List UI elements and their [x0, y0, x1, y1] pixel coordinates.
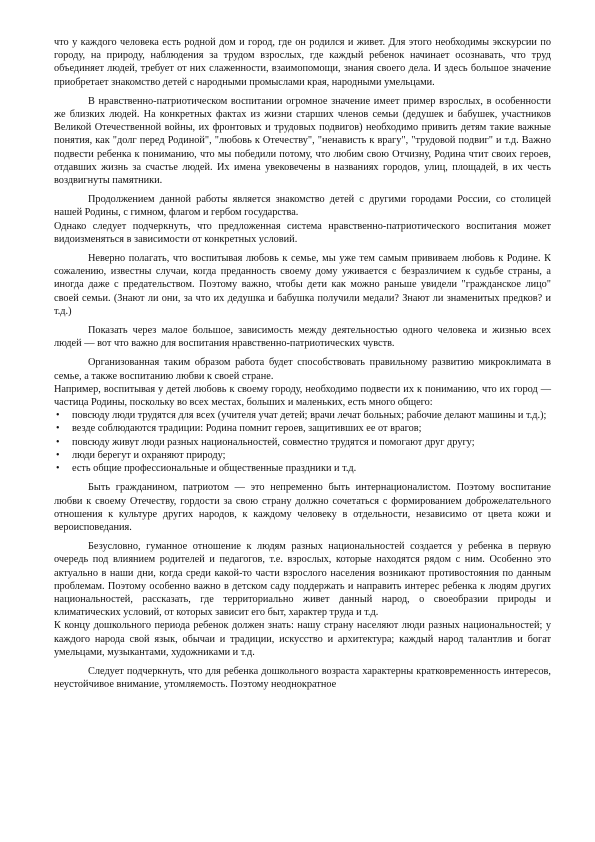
list-item: • есть общие профессиональные и общественные праздники и т.д. [56, 463, 357, 475]
list-item: • повсюду живут люди разных национальностей, совместно трудятся и помогают друг другу; [56, 436, 475, 448]
bullet-icon: • [56, 463, 60, 475]
paragraph-show: Показать через малое большое, зависимость между деятельностью одного человека и жизнью всех людей — вот что важно для воспитания нравственно-патриотических чувств. [54, 325, 551, 350]
list-item: • повсюду люди трудятся для всех (учителя учат детей; врачи лечат больных; рабочие делают машины и т.д.); [56, 410, 547, 422]
list-item: • люди берегут и охраняют природу; [56, 449, 226, 461]
paragraph-preschool-end: К концу дошкольного периода ребенок должен знать: нашу страну населяют люди разных национальностей; у каждого народа свой язык, обычаи и традиции, искусство и архитектура; каждый народ талантлив и богат умельцами, музыкантами, художниками и т.д. [54, 620, 551, 658]
paragraph-organized: Организованная таким образом работа будет способствовать правильному развитию микроклимата в семье, а также воспитанию любви к своей стране. [54, 357, 551, 382]
paragraph-intro-continuation: что у каждого человека есть родной дом и город, где он родился и живет. Для этого необходимы экскурсии по городу, на природу, наблюдения за трудом взрослых, где каждый ребенок начинает осознавать, что труд объединяет людей, требует от них слаженности, взаимопомощи, знания своего дела. И здесь большое значение приобретает знакомство детей с народными промыслами края, народными умельцами. [54, 37, 551, 88]
paragraph-continuation: Продолжением данной работы является знакомство детей с другими городами России, со столицей нашей Родины, с гимном, флагом и гербом государства. [54, 194, 551, 219]
bullet-icon: • [56, 449, 60, 461]
document-page [54, 36, 551, 691]
paragraph-humane: Безусловно, гуманное отношение к людям разных национальностей создается у ребенка в первую очередь под влиянием родителей и педагогов, т.е. взрослых, которые находятся рядом с ним. Особенно это актуально в наши дни, когда среди какой-то части взрослого населения возникают противостояния по данным проблемам. Поэтому особенно важно в детском саду поддержать и направить интерес ребенка к людям других национальностей, рассказать, где территориально живет данный народ, о своеобразии природы и климатических условий, от которых зависит его быт, характер труда и т.д. [54, 541, 551, 619]
paragraph-citizen: Быть гражданином, патриотом — это непременно быть интернационалистом. Поэтому воспитание любви к своему Отечеству, гордости за свою страну должно сочетаться с формированием доброжелательного отношения к культуре других народов, к каждому человеку в отдельности, независимо от цвета кожи и вероисповедания. [54, 482, 551, 533]
paragraph-age: Следует подчеркнуть, что для ребенка дошкольного возраста характерны кратковременность интересов, неустойчивое внимание, утомляемость. Поэтому неоднократное [54, 665, 551, 691]
list-item: • везде соблюдаются традиции: Родина помнит героев, защитивших ее от врагов; [56, 423, 422, 435]
paragraph-example: Например, воспитывая у детей любовь к своему городу, необходимо подвести их к пониманию, что их город — частица Родины, поскольку во всех местах, больших и маленьких, есть много общего: [54, 383, 551, 409]
bullet-icon: • [56, 436, 60, 448]
bullet-icon: • [56, 423, 60, 435]
paragraph-family: Неверно полагать, что воспитывая любовь к семье, мы уже тем самым прививаем любовь к Родине. К сожалению, известны случаи, когда преданность своему дому уживается с безразличием к судьбе страны, а иногда даже с предательством. Поэтому важно, чтобы дети как можно раньше увидели "гражданское лицо" своей семьи. (Знают ли они, за что их дедушка и бабушка получили медали? Знают ли знаменитых предков? и т.д.) [54, 253, 551, 317]
common-features-list [54, 409, 551, 475]
bullet-icon: • [56, 410, 60, 422]
paragraph-system: Однако следует подчеркнуть, что предложенная система нравственно-патриотического воспитания может видоизменяться в зависимости от конкретных условий. [54, 220, 551, 245]
paragraph-adults-example: В нравственно-патриотическом воспитании огромное значение имеет пример взрослых, в особенности же близких людей. На конкретных фактах из жизни старших членов семьи (дедушек и бабушек, участников Великой Отечественной войны, их фронтовых и трудовых подвигов) необходимо привить детям такие важные понятия, как "долг перед Родиной", "любовь к Отечеству", "ненависть к врагу", "трудовой подвиг" и т.д. Важно подвести ребенка к пониманию, что мы победили потому, что любим свою Отчизну, Родина чтит своих героев, отдавших жизнь за счастье людей. Их имена увековечены в названиях городов, улиц, площадей, в их честь воздвигнуты памятники. [54, 95, 551, 187]
